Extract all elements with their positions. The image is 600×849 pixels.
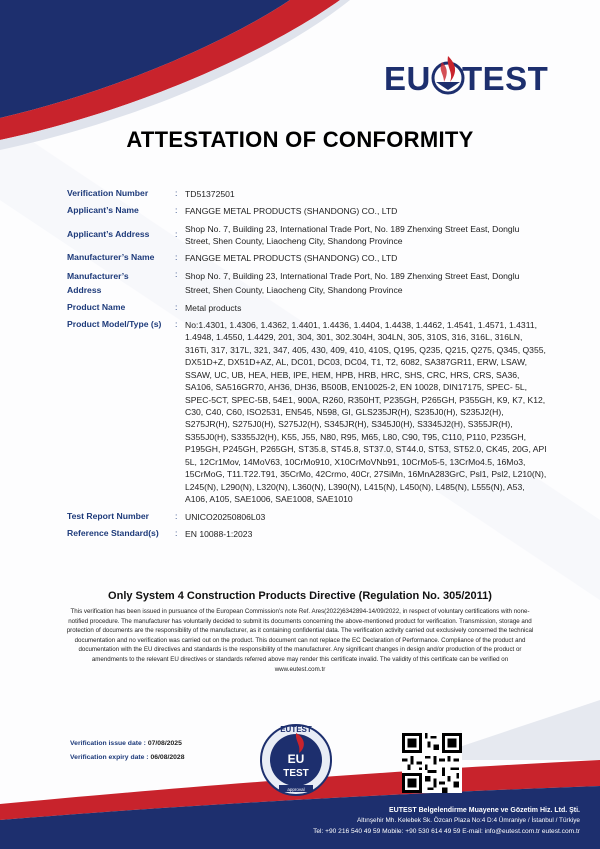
field-product-name xyxy=(67,302,547,314)
field-label: Applicant’s Address xyxy=(67,228,150,239)
seal-eu-text: EU xyxy=(287,752,305,766)
field-value: Shop No. 7, Building 23, International Trade Port, No. 189 Zhenxing Street East, Donglu Street, Shen County, Liaocheng City, Shandong Province xyxy=(185,223,520,246)
field-colon: : xyxy=(175,252,178,263)
footer-address: Altınşehir Mh. Kelebek Sk. Özcan Plaza No:4 D:4 Ümraniye / İstanbul / Türkiye xyxy=(357,817,580,824)
footer-company-name: EUTEST Belgelendirme Muayene ve Gözetim Hiz. Ltd. Şti. xyxy=(389,807,580,814)
field-label: Manufacturer’s Name xyxy=(67,252,155,263)
field-manufacturer-address xyxy=(67,269,547,297)
field-label: Reference Standard(s) xyxy=(67,527,159,538)
field-colon: : xyxy=(175,318,178,329)
eutest-seal-stamp xyxy=(259,723,333,797)
field-value: EN 10088-1:2023 xyxy=(185,528,253,539)
footer-contact: Tel: +90 216 540 49 59 Mobile: +90 530 614 49 59 E-mail: info@eutest.com.tr eutest.com.tr xyxy=(313,828,580,835)
field-label: Verification Number xyxy=(67,188,149,198)
field-value: UNICO20250806L03 xyxy=(185,511,266,522)
field-colon: : xyxy=(175,228,178,239)
qr-code xyxy=(402,733,462,793)
field-label: Manufacturer’s Address xyxy=(67,271,129,296)
seal-test-text: TEST xyxy=(283,768,309,779)
field-value: Shop No. 7, Building 23, International Trade Port, No. 189 Zhenxing Street East, Donglu Street, Shen County, Liaocheng City, Shandong Province xyxy=(185,271,520,296)
field-reference-standard xyxy=(67,528,547,540)
directive-title: Only System 4 Construction Products Directive (Regulation No. 305/2011) xyxy=(108,590,492,602)
issue-date-value: 07/08/2025 xyxy=(147,740,182,747)
logo-test-text: TEST xyxy=(462,60,549,97)
field-colon: : xyxy=(175,302,178,313)
expiry-date-value: 06/08/2028 xyxy=(150,754,185,761)
field-colon: : xyxy=(175,205,178,216)
field-value: No:1.4301, 1.4306, 1.4362, 1.4401, 1.4436, 1.4404, 1.4438, 1.4462, 1.4541, 1.4571, 1.4311, 1.4948, 1.4550, 1.4429, 201, 304, 301, 302.304H, 304LN, 305, 310S, 316, 316L, 316LN, 316Ti, 317, 317L, 321, 347, 405, 430, 409, 410, 410S, Q195, Q235, Q215, Q275, Q345, Q355, DX51D+Z, DX51D+AZ, AL, DC01, DC03, DC04, T1, T2, 6082, SA387GR11, ERW, LSAW, SSAW, UC, UB, HEA, HEB, IPE, HEM, HPB, HRB, HRC, SHS, CRC, HRS, CRS, SA36, SA106, SA516GR70, AH36, DH36, B500B, EN10025-2, EN 10028, DIN17175, SPEC- 5L, SPEC-5CT, SPEC-5B, 54E1, 900A, R260, R350HT, P235GH, P265GH, P355GH, K9, K7, K12, C30, C40, C60, ISO2531, EN545, N598, GI, GLS235JR(H), S235J0(H), S235J2(H), S275JR(H), S275J0(H), S275J2(H), S345JR(H), S345J0(H), S3345J2(H), S355JR(H), S355J0(H), S3355J2(H), K55, J55, N80, R95, M65, L80, C90, T95, C110, P110, P235GH, P195GH, P245GH, P265GH, ST35.8, ST45.8, ST37.0, ST44.0, ST53, ST52.0, CK45, 20G, API 5L, 12Cr1Mov, 14MoV63, 10CrMo910, X10CrMoVNb91, 10CrMo5-5, 13CrMo4.5, 16Mo3, 15CrMoG, T11.T22.T91, 35CrMo, 42Crmo, 40Cr, 27SiMn, 16MnA283GrC, Psl1, Psl2, L210(N), L245(N), L290(N), L320(N), L360(N), L390(N), L415(N), L450(N), L485(N), L555(N), A53, A106, A105, SAE1006, SAE1008, SAE1010 xyxy=(185,319,547,505)
field-value: FANGGE METAL PRODUCTS (SHANDONG) CO., LTD xyxy=(185,253,398,264)
seal-top-text: EUTEST xyxy=(280,725,312,734)
field-colon: : xyxy=(175,269,178,280)
field-value: TD51372501 xyxy=(185,189,235,199)
field-applicant-name xyxy=(67,205,547,217)
field-label: Product Model/Type (s) xyxy=(67,318,162,329)
field-colon: : xyxy=(175,510,178,521)
issue-date-row: Verification issue date : 07/08/2025 xyxy=(70,740,182,747)
field-verification-number xyxy=(67,188,547,200)
verification-dates xyxy=(70,737,185,765)
field-label: Test Report Number xyxy=(67,510,149,521)
certificate-fields xyxy=(67,188,547,540)
issue-date-label: Verification issue date xyxy=(70,740,142,747)
field-value: Metal products xyxy=(185,303,242,314)
eutest-logo xyxy=(384,52,559,100)
expiry-date-row: Verification expiry date : 06/08/2028 xyxy=(70,754,185,761)
field-test-report-number xyxy=(67,511,547,523)
field-product-model xyxy=(67,319,547,506)
field-manufacturer-name xyxy=(67,252,547,264)
seal-small-text: approval xyxy=(287,787,305,792)
document-title: ATTESTATION OF CONFORMITY xyxy=(126,127,474,152)
field-applicant-address xyxy=(67,223,547,248)
field-colon: : xyxy=(175,527,178,538)
expiry-date-label: Verification expiry date xyxy=(70,754,145,761)
directive-text: This verification has been issued in pursuance of the European Commission’s note Ref. Ares(2022)6342894-14/09/2022, in respect of voluntary certifications with none-notified procedure. The manufacturer has voluntarily decided to submit its documents concerning the above-mentioned product for verification. Transmission, storage and protection of documents are the responsibility of the manufacturer, as it containing confidential data. The verification activity carried out exclusively concerned the technical documentation and no verification was carried out on the product. This document can not replace the EC Declaration of Performance. Compliance of the product and documentation with the EU directives and standards is the responsibility of the manufacturer. Any significant changes in design and/or production of the product or amendments to the relevant EU directives or standards referred above may render this certificate invalid. The validity of this certificate can be verified on www.eutest.com.tr xyxy=(66,608,534,673)
field-label: Product Name xyxy=(67,302,126,313)
field-value: FANGGE METAL PRODUCTS (SHANDONG) CO., LTD xyxy=(185,206,398,217)
field-colon: : xyxy=(175,188,178,198)
logo-eu-text: EU xyxy=(384,60,431,97)
field-label: Applicant’s Name xyxy=(67,205,139,216)
